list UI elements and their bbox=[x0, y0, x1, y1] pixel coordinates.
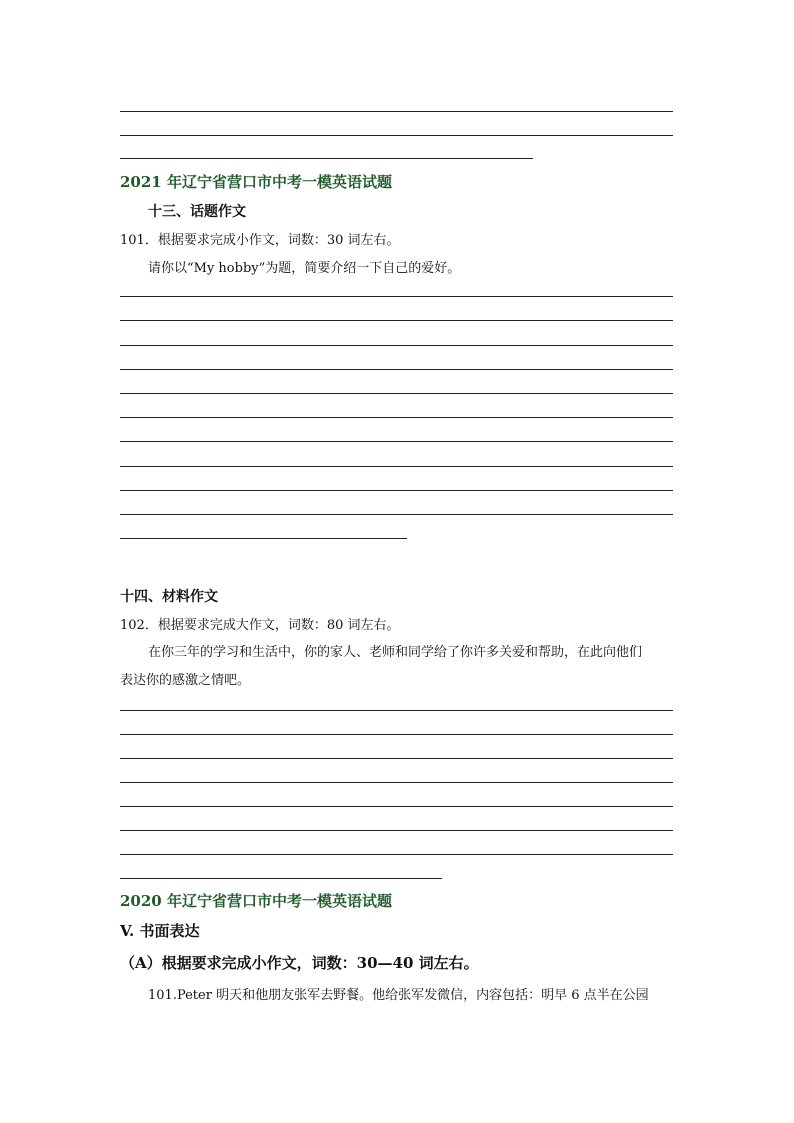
answer-line bbox=[120, 806, 673, 807]
question-102-task-line1: 在你三年的学习和生活中，你的家人、老师和同学给了你许多关爱和帮助，在此向他们 bbox=[148, 645, 643, 660]
sub-heading-a: （A）根据要求完成小作文，词数：30—40 词左右。 bbox=[120, 954, 479, 972]
question-102-task-line2: 表达你的感激之情吧。 bbox=[120, 673, 251, 688]
answer-line bbox=[120, 782, 673, 783]
part-heading-topic-essay: 十三、话题作文 bbox=[148, 204, 246, 220]
answer-line bbox=[120, 393, 673, 394]
answer-line bbox=[120, 830, 673, 831]
question-101-prompt: 101．根据要求完成小作文，词数：30 词左右。 bbox=[120, 233, 400, 248]
answer-line bbox=[120, 758, 673, 759]
answer-line bbox=[120, 345, 673, 346]
answer-line bbox=[120, 320, 673, 321]
answer-line bbox=[120, 158, 533, 159]
answer-line bbox=[120, 854, 673, 855]
answer-line bbox=[120, 369, 673, 370]
part-heading-written-expression: V. 书面表达 bbox=[120, 922, 200, 940]
answer-line bbox=[120, 111, 673, 112]
answer-line bbox=[120, 135, 673, 136]
answer-line bbox=[120, 878, 442, 879]
answer-line bbox=[120, 710, 673, 711]
question-101-task: 请你以“My hobby”为题，简要介绍一下自己的爱好。 bbox=[148, 261, 461, 276]
question-102-prompt: 102．根据要求完成大作文，词数：80 词左右。 bbox=[120, 618, 400, 633]
part-heading-material-essay: 十四、材料作文 bbox=[120, 589, 218, 605]
exam-title-2020: 2020 年辽宁省营口市中考一模英语试题 bbox=[120, 892, 392, 910]
answer-line bbox=[120, 441, 673, 442]
answer-line bbox=[120, 466, 673, 467]
answer-line bbox=[120, 490, 673, 491]
answer-line bbox=[120, 296, 673, 297]
answer-line bbox=[120, 514, 673, 515]
question-101-2020-task: 101.Peter 明天和他朋友张军去野餐。他给张军发微信，内容包括：明早 6 点半在公园 bbox=[148, 988, 649, 1003]
exam-title-2021: 2021 年辽宁省营口市中考一模英语试题 bbox=[120, 173, 392, 191]
answer-line bbox=[120, 538, 407, 539]
answer-line bbox=[120, 417, 673, 418]
answer-line bbox=[120, 734, 673, 735]
